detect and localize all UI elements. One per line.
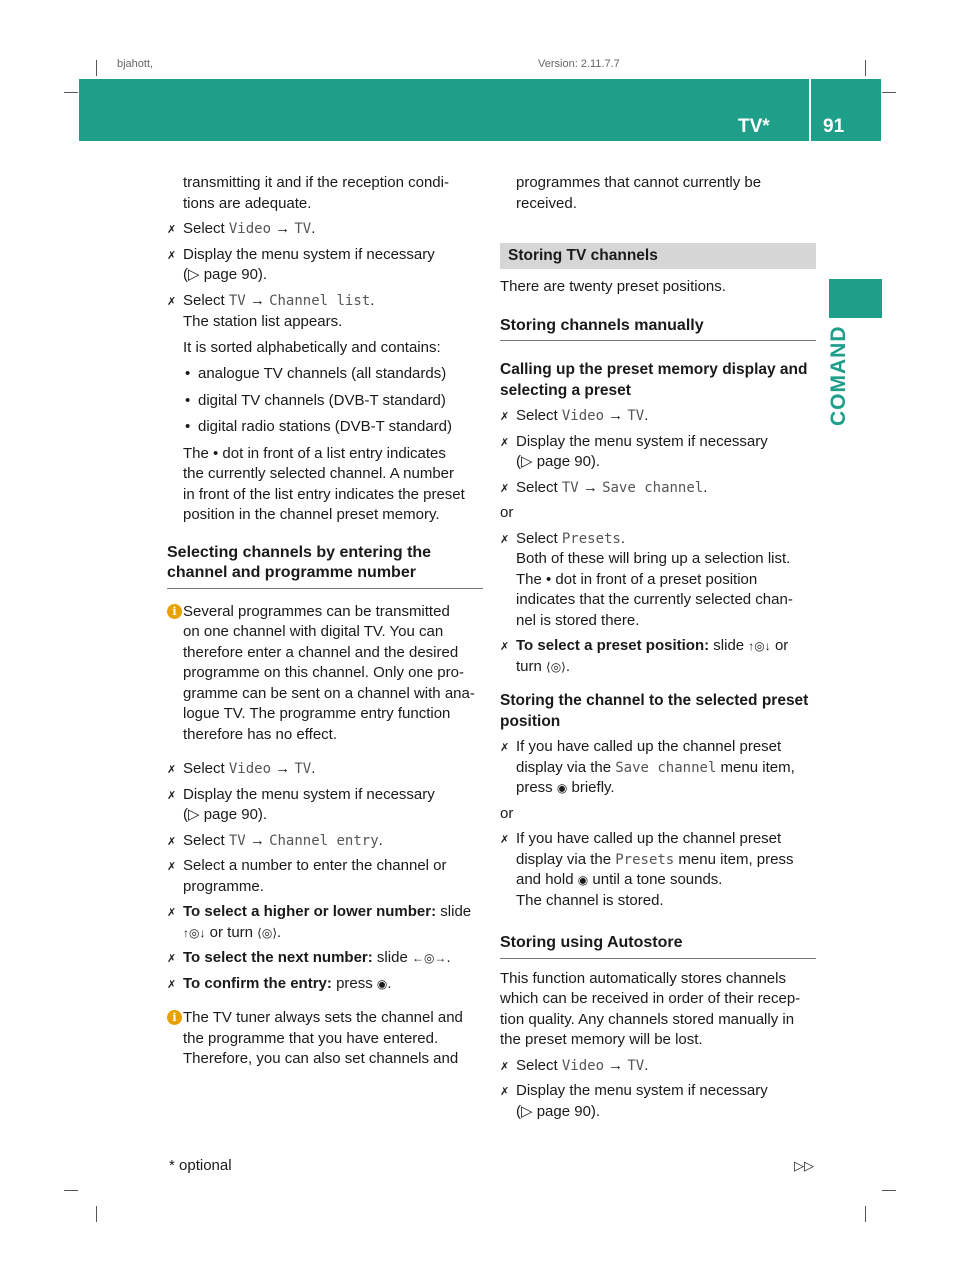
heading-storing-to-preset: Storing the channel to the selected preset position [500, 692, 809, 730]
dot-explanation: The • dot in front of a list entry indicates the currently selected channel. A number in front of the list entry indicates the preset position in the channel preset memory. [183, 444, 465, 523]
list-item: • digital TV channels (DVB-T standard) [167, 391, 483, 412]
page-number: 91 [823, 116, 845, 137]
step-display-menu: ✗ Display the menu system if necessary (▷ page 90). [167, 785, 435, 823]
step-arrow-icon: ✗ [167, 907, 177, 919]
step-select-video-tv: ✗ Select Video → TV. [500, 406, 816, 427]
controller-slide-icon: ↑◎↓ [748, 639, 771, 653]
step-press-briefly: ✗ If you have called up the channel preset display via the Save channel menu item, press ◉ briefly. [500, 738, 795, 796]
step-select-video-tv: ✗ Select Video → TV. [167, 759, 483, 780]
step-arrow-icon: ✗ [500, 1086, 510, 1098]
info-icon: i [167, 1010, 182, 1025]
side-tab-label: COMAND [827, 325, 850, 426]
step-display-menu: ✗ Display the menu system if necessary (▷ page 90). [500, 1082, 768, 1120]
right-column [500, 173, 816, 1122]
step-press-and-hold: ✗ If you have called up the channel preset display via the Presets menu item, press and hold ◉ until a tone sounds. The channel is stored. [500, 830, 794, 909]
text-line: tions are adequate. [183, 194, 312, 212]
step-next-number: ✗ To select the next number: slide ←◎→. [167, 948, 483, 969]
section-title: TV* [738, 116, 770, 137]
info-note: i Several programmes can be transmitted on one channel with digital TV. You can therefore enter a channel and the desired programme on this channel. Only one pro- gramme can be sent on a channel with ana- logue TV. The programme entry function therefore has no effect. [167, 602, 483, 746]
crop-mark [882, 92, 896, 93]
list-item: • digital radio stations (DVB-T standard) [167, 417, 483, 438]
crop-mark [64, 92, 78, 93]
text-line: received. [516, 194, 577, 212]
text-line: transmitting it and if the reception condi- [183, 174, 449, 191]
step-arrow-icon: ✗ [167, 295, 177, 308]
heading-autostore: Storing using Autostore [500, 933, 816, 959]
text-line: programmes that cannot currently be [516, 174, 762, 191]
bullet-icon: • [185, 391, 191, 409]
crop-mark [882, 1190, 896, 1191]
side-tab [829, 279, 882, 318]
step-arrow-icon: ✗ [500, 834, 510, 846]
step-arrow-icon: ✗ [500, 1060, 510, 1073]
step-select-presets: ✗ Select Presets. Both of these will bring up a selection list. The • dot in front of a preset position indicates that the currently selected chan- nel is stored there. [500, 529, 793, 629]
heading-calling-up-preset: Calling up the preset memory display and selecting a preset [500, 361, 808, 399]
step-arrow-icon: ✗ [167, 764, 177, 776]
crop-mark [96, 60, 97, 76]
crop-mark [865, 1206, 866, 1222]
step-select-save-channel: ✗ Select TV → Save channel. [500, 478, 816, 499]
controller-press-icon: ◉ [577, 873, 589, 887]
bullet-icon: • [185, 365, 191, 382]
step-arrow-icon: ✗ [167, 249, 177, 262]
heading-storing-manually: Storing channels manually [500, 316, 816, 342]
crop-mark [64, 1190, 78, 1191]
step-arrow-icon: ✗ [500, 641, 510, 653]
header-title [722, 113, 872, 141]
controller-press-icon: ◉ [556, 781, 568, 795]
step-select-video-tv: ✗ Select Video → TV. [167, 219, 483, 240]
step-arrow-icon: ✗ [167, 861, 177, 873]
step-select-channel-entry: ✗ Select TV → Channel entry. [167, 831, 483, 852]
text-line: There are twenty preset positions. [500, 278, 726, 295]
step-arrow-icon: ✗ [167, 224, 177, 236]
step-display-menu: ✗ Display the menu system if necessary (▷ page 90). [167, 245, 435, 283]
step-select-channel-list: ✗ Select TV → Channel list. The station list appears. It is sorted alphabetically and contains: [167, 291, 441, 356]
step-select-number: ✗ Select a number to enter the channel or programme. [167, 857, 447, 895]
info-icon: i [167, 604, 182, 619]
text-or: or [500, 804, 514, 822]
crop-mark [96, 1206, 97, 1222]
step-arrow-icon: ✗ [167, 835, 177, 848]
text-or: or [500, 504, 514, 521]
footer-optional-note: * optional [169, 1157, 232, 1174]
autostore-paragraph: This function automatically stores channels which can be received in order of their recep- tion quality. Any channels stored manually in the preset memory will be lost. [500, 969, 801, 1048]
continue-arrows-icon: ▷▷ [794, 1158, 814, 1173]
step-arrow-icon: ✗ [500, 436, 510, 449]
step-select-video-tv: ✗ Select Video → TV. [500, 1056, 816, 1077]
step-select-preset-position: ✗ To select a preset position: slide ↑◎↓ or turn ⟨◎⟩. [500, 637, 789, 675]
step-arrow-icon: ✗ [500, 533, 510, 546]
info-note: i The TV tuner always sets the channel and the programme that you have entered. Therefore, you can also set channels and [167, 1008, 483, 1070]
controller-press-icon: ◉ [376, 976, 388, 991]
print-meta-left: bjahott, [117, 58, 154, 70]
crop-mark [865, 60, 866, 76]
step-arrow-icon: ✗ [167, 978, 177, 991]
controller-turn-icon: ⟨◎⟩ [546, 659, 566, 674]
left-column [167, 173, 483, 1070]
print-meta-right: Version: 2.11.7.7 [538, 58, 620, 70]
list-item: • analogue TV channels (all standards) [167, 364, 483, 385]
controller-slide-icon: ←◎→ [411, 951, 447, 965]
step-arrow-icon: ✗ [167, 789, 177, 802]
controller-turn-icon: ⟨◎⟩ [257, 925, 278, 940]
header-divider [809, 79, 811, 141]
step-arrow-icon: ✗ [500, 482, 510, 495]
bullet-icon: • [185, 418, 191, 435]
step-arrow-icon: ✗ [500, 742, 510, 754]
step-higher-lower: ✗ To select a higher or lower number: slide ↑◎↓ or turn ⟨◎⟩. [167, 903, 472, 941]
step-confirm-entry: ✗ To confirm the entry: press ◉. [167, 974, 483, 995]
step-display-menu: ✗ Display the menu system if necessary (▷ page 90). [500, 432, 768, 470]
step-arrow-icon: ✗ [167, 953, 177, 965]
heading-selecting-channels: Selecting channels by entering the channel and programme number [167, 543, 483, 589]
step-arrow-icon: ✗ [500, 411, 510, 423]
controller-slide-icon: ↑◎↓ [183, 925, 206, 940]
heading-storing-tv-channels: Storing TV channels [500, 243, 816, 269]
